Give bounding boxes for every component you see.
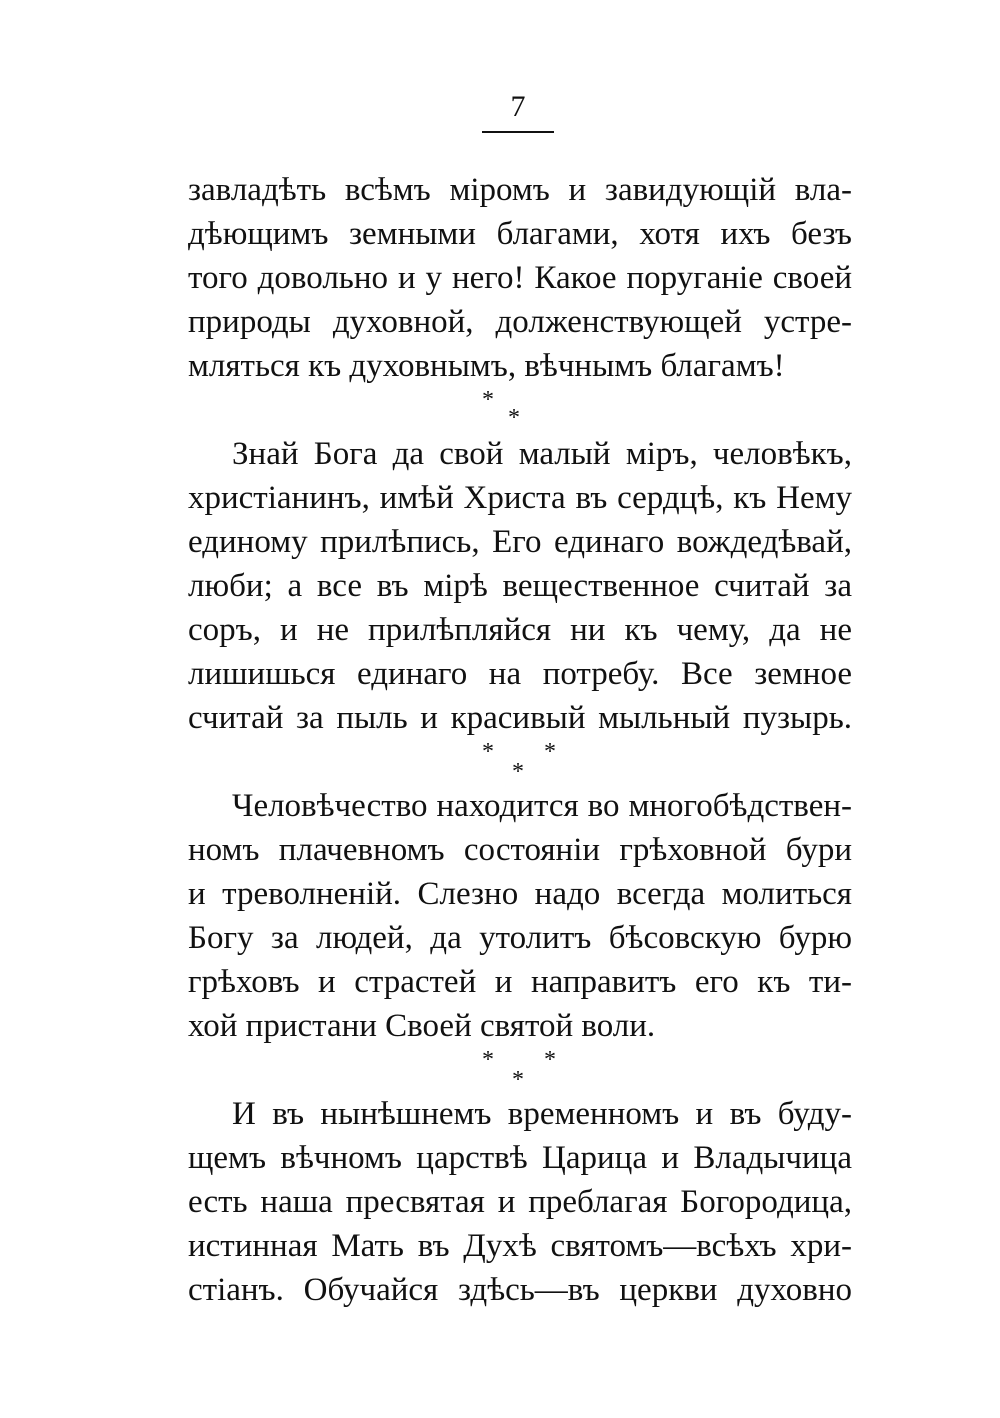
asterisk-separator: * xyxy=(482,739,494,765)
text-line: завладѣть всѣмъ міромъ и завидующій вла- xyxy=(188,172,852,208)
text-line: хой пристани Своей святой воли. xyxy=(188,1008,656,1044)
text-line: грѣховъ и страстей и направитъ его къ ти- xyxy=(188,964,852,1000)
asterisk-separator: * xyxy=(544,739,556,765)
asterisk-separator: * xyxy=(482,1047,494,1073)
text-line: Человѣчество находится во многобѣдствен- xyxy=(232,788,852,824)
text-line: христіанинъ, имѣй Христа въ сердцѣ, къ Нему xyxy=(188,480,852,516)
text-line: истинная Мать въ Духѣ святомъ—всѣхъ хри- xyxy=(188,1228,852,1264)
text-line: дѣющимъ земными благами, хотя ихъ безъ xyxy=(188,216,852,252)
text-line: лишишься единаго на потребу. Все земное xyxy=(188,656,852,692)
asterisk-separator: * xyxy=(508,405,520,431)
text-line: люби; а все въ мірѣ вещественное считай за xyxy=(188,568,852,604)
text-line: щемъ вѣчномъ царствѣ Царица и Владычица xyxy=(188,1140,852,1176)
text-line: того довольно и у него! Какое поруганіе своей xyxy=(188,260,852,296)
asterisk-separator: * xyxy=(482,387,494,413)
text-line: Знай Бога да свой малый міръ, человѣкъ, xyxy=(232,436,852,472)
text-line: и треволненій. Слезно надо всегда молиться xyxy=(188,876,852,912)
text-line: соръ, и не прилѣпляйся ни къ чему, да не xyxy=(188,612,852,648)
text-line: И въ нынѣшнемъ временномъ и въ буду- xyxy=(232,1096,852,1132)
text-line: мляться къ духовнымъ, вѣчнымъ благамъ! xyxy=(188,348,785,384)
text-line: считай за пыль и красивый мыльный пузырь. xyxy=(188,700,852,736)
text-line: номъ плачевномъ состояніи грѣховной бури xyxy=(188,832,852,868)
asterisk-separator: * xyxy=(512,1067,524,1093)
text-line: Богу за людей, да утолитъ бѣсовскую бурю xyxy=(188,920,852,956)
asterisk-separator: * xyxy=(544,1047,556,1073)
asterisk-separator: * xyxy=(512,759,524,785)
text-line: природы духовной, долженствующей устре- xyxy=(188,304,852,340)
text-line: стіанъ. Обучайся здѣсь—въ церкви духовно xyxy=(188,1272,852,1308)
text-line: есть наша пресвятая и преблагая Богородица, xyxy=(188,1184,852,1220)
text-line: единому прилѣпись, Его единаго вождедѣвай, xyxy=(188,524,852,560)
page-number-rule xyxy=(482,131,554,133)
page-number: 7 xyxy=(510,90,526,123)
